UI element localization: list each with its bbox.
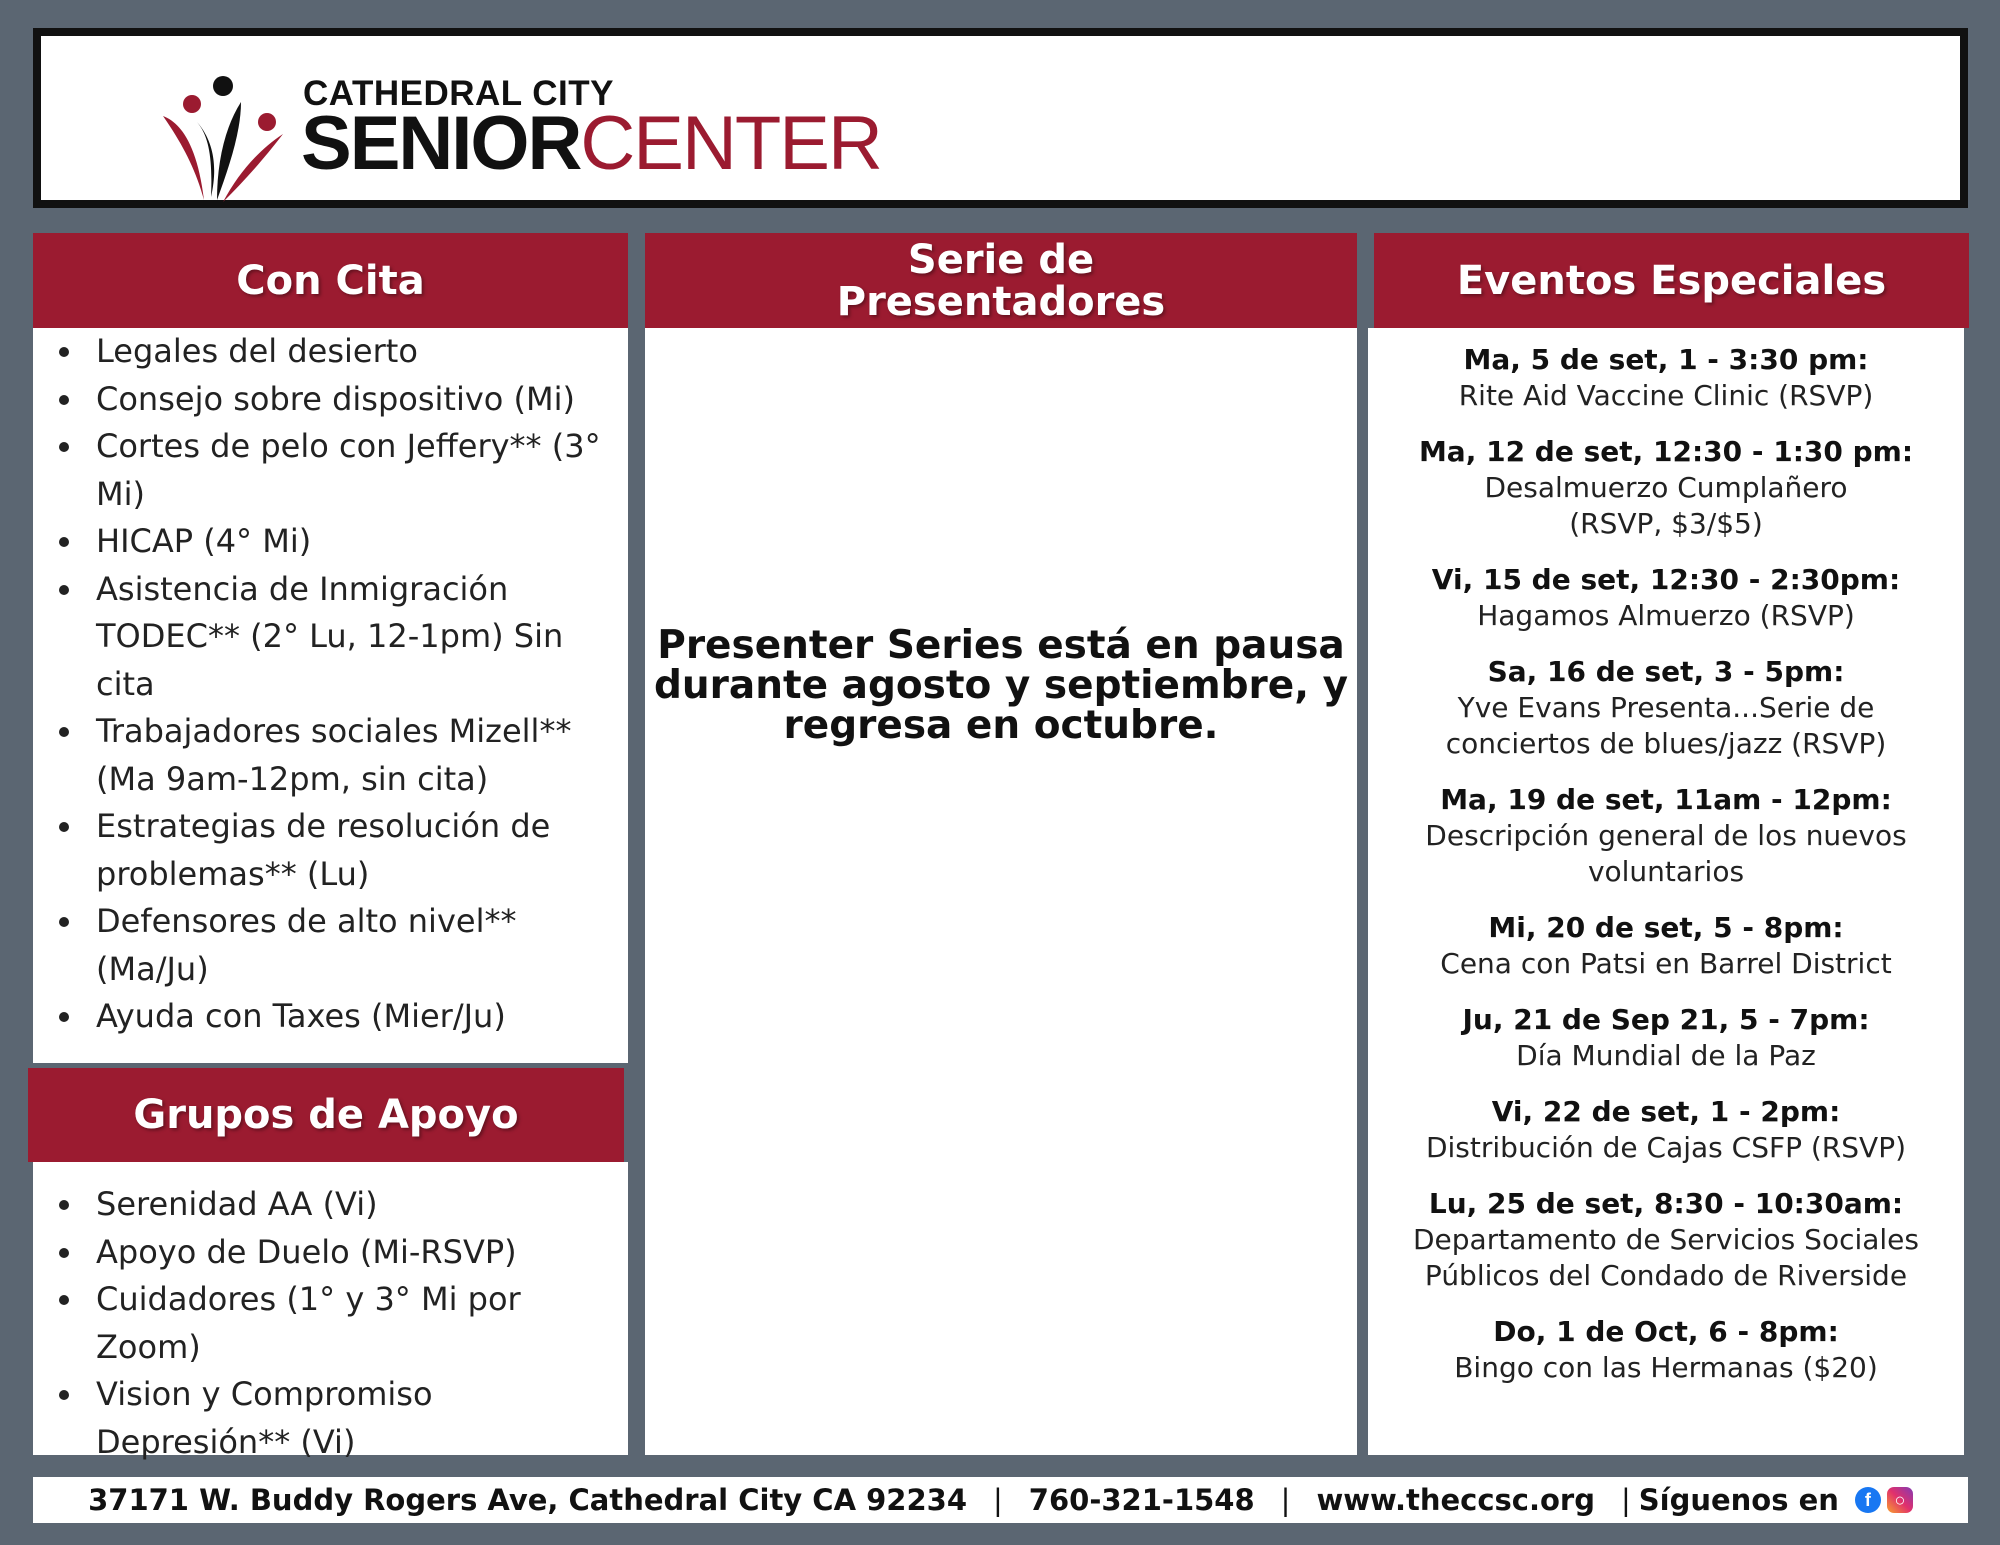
list-item: • Defensores de alto nivel** (Ma/Ju) [86, 898, 628, 993]
eventos-title: Eventos Especiales [1456, 257, 1887, 304]
event-description: (RSVP, $3/$5) [1569, 507, 1763, 540]
brand-center: CENTER [580, 101, 881, 186]
event-description: conciertos de blues/jazz (RSVP) [1445, 727, 1887, 760]
event-description: Departamento de Servicios Sociales [1412, 1223, 1919, 1256]
event-item [1368, 562, 1964, 634]
event-item [1368, 1094, 1964, 1166]
list-item: • Asistencia de Inmigración TODEC** (2° Lu, 12-1pm) Sin cita [86, 566, 628, 709]
event-item [1368, 782, 1964, 890]
list-item: • Cuidadores (1° y 3° Mi por Zoom) [86, 1276, 628, 1371]
event-description: Públicos del Condado de Riverside [1424, 1259, 1908, 1292]
grupos-panel [33, 1162, 628, 1461]
event-item [1368, 1314, 1964, 1386]
presenter-pause-message [645, 623, 1357, 748]
con-cita-panel [33, 328, 628, 1063]
list-item: • Serenidad AA (Vi) [86, 1181, 628, 1229]
event-date: Vi, 22 de set, 1 - 2pm: [1491, 1095, 1841, 1128]
con-cita-list [33, 328, 628, 1041]
facebook-icon[interactable]: f [1855, 1487, 1881, 1513]
event-date: Sa, 16 de set, 3 - 5pm: [1487, 655, 1845, 688]
presenters-header [645, 233, 1357, 328]
con-cita-header [33, 233, 628, 328]
list-item: • HICAP (4° Mi) [86, 518, 628, 566]
list-item: • Legales del desierto [86, 328, 628, 376]
event-item [1368, 342, 1964, 414]
event-description: voluntarios [1587, 855, 1745, 888]
event-description: Cena con Patsi en Barrel District [1440, 947, 1892, 980]
event-item [1368, 1002, 1964, 1074]
header-banner [33, 28, 1968, 208]
event-date: Ju, 21 de Sep 21, 5 - 7pm: [1462, 1003, 1870, 1036]
event-date: Ma, 12 de set, 12:30 - 1:30 pm: [1418, 435, 1914, 468]
event-description: Desalmuerzo Cumplañero [1484, 471, 1848, 504]
footer-separator: | [993, 1483, 1003, 1517]
event-item [1368, 910, 1964, 982]
footer-website[interactable]: www.theccsc.org [1316, 1483, 1595, 1517]
grupos-title: Grupos de Apoyo [133, 1092, 519, 1138]
event-description: Hagamos Almuerzo (RSVP) [1477, 599, 1855, 632]
grupos-list [33, 1181, 628, 1466]
event-description: Descripción general de los nuevos [1425, 819, 1907, 852]
list-item: • Trabajadores sociales Mizell** (Ma 9am-12pm, sin cita) [86, 708, 628, 803]
list-item: • Vision y Compromiso Depresión** (Vi) [86, 1371, 628, 1466]
grupos-header [28, 1068, 624, 1162]
pause-message-line1: Presenter Series está en pausa [657, 623, 1345, 668]
footer-bar [33, 1477, 1968, 1523]
presenters-panel [645, 328, 1357, 1455]
event-date: Ma, 5 de set, 1 - 3:30 pm: [1463, 343, 1869, 376]
footer-separator: | [1280, 1483, 1291, 1517]
event-item [1368, 654, 1964, 762]
con-cita-title: Con Cita [236, 257, 425, 304]
event-description: Día Mundial de la Paz [1516, 1039, 1816, 1072]
eventos-panel [1368, 328, 1964, 1455]
list-item: • Consejo sobre dispositivo (Mi) [86, 376, 628, 424]
footer-separator: | [1620, 1483, 1631, 1517]
event-date: Lu, 25 de set, 8:30 - 10:30am: [1428, 1187, 1904, 1220]
event-description: Rite Aid Vaccine Clinic (RSVP) [1458, 379, 1874, 412]
pause-message-line2: durante agosto y septiembre, y [653, 663, 1349, 708]
event-date: Vi, 15 de set, 12:30 - 2:30pm: [1431, 563, 1901, 596]
event-description: Yve Evans Presenta...Serie de [1457, 691, 1875, 724]
brand-senior: SENIOR [301, 101, 581, 186]
footer-address: 37171 W. Buddy Rogers Ave, Cathedral City CA 92234 [88, 1483, 968, 1517]
instagram-icon[interactable]: ○ [1887, 1487, 1913, 1513]
event-description: Distribución de Cajas CSFP (RSVP) [1425, 1131, 1907, 1164]
event-date: Mi, 20 de set, 5 - 8pm: [1488, 911, 1844, 944]
event-date: Ma, 19 de set, 11am - 12pm: [1440, 783, 1892, 816]
brand-city: CATHEDRAL CITY [303, 74, 614, 113]
presenters-title-line1: Serie de [907, 236, 1095, 283]
event-item [1368, 434, 1964, 542]
event-item [1368, 1186, 1964, 1294]
footer-follow: Síguenos en [1638, 1483, 1839, 1517]
presenters-title-line2: Presentadores [836, 278, 1166, 325]
list-item: • Cortes de pelo con Jeffery** (3° Mi) [86, 423, 628, 518]
pause-message-line3: regresa en octubre. [783, 703, 1219, 748]
senior-center-logo [159, 72, 289, 212]
list-item: • Ayuda con Taxes (Mier/Ju) [86, 993, 628, 1041]
event-date: Do, 1 de Oct, 6 - 8pm: [1493, 1315, 1839, 1348]
list-item: • Estrategias de resolución de problemas** (Lu) [86, 803, 628, 898]
brand-name [301, 101, 881, 186]
footer-phone[interactable]: 760-321-1548 [1028, 1483, 1255, 1517]
event-description: Bingo con las Hermanas ($20) [1454, 1351, 1878, 1384]
list-item: • Apoyo de Duelo (Mi-RSVP) [86, 1229, 628, 1277]
eventos-header [1374, 233, 1969, 328]
